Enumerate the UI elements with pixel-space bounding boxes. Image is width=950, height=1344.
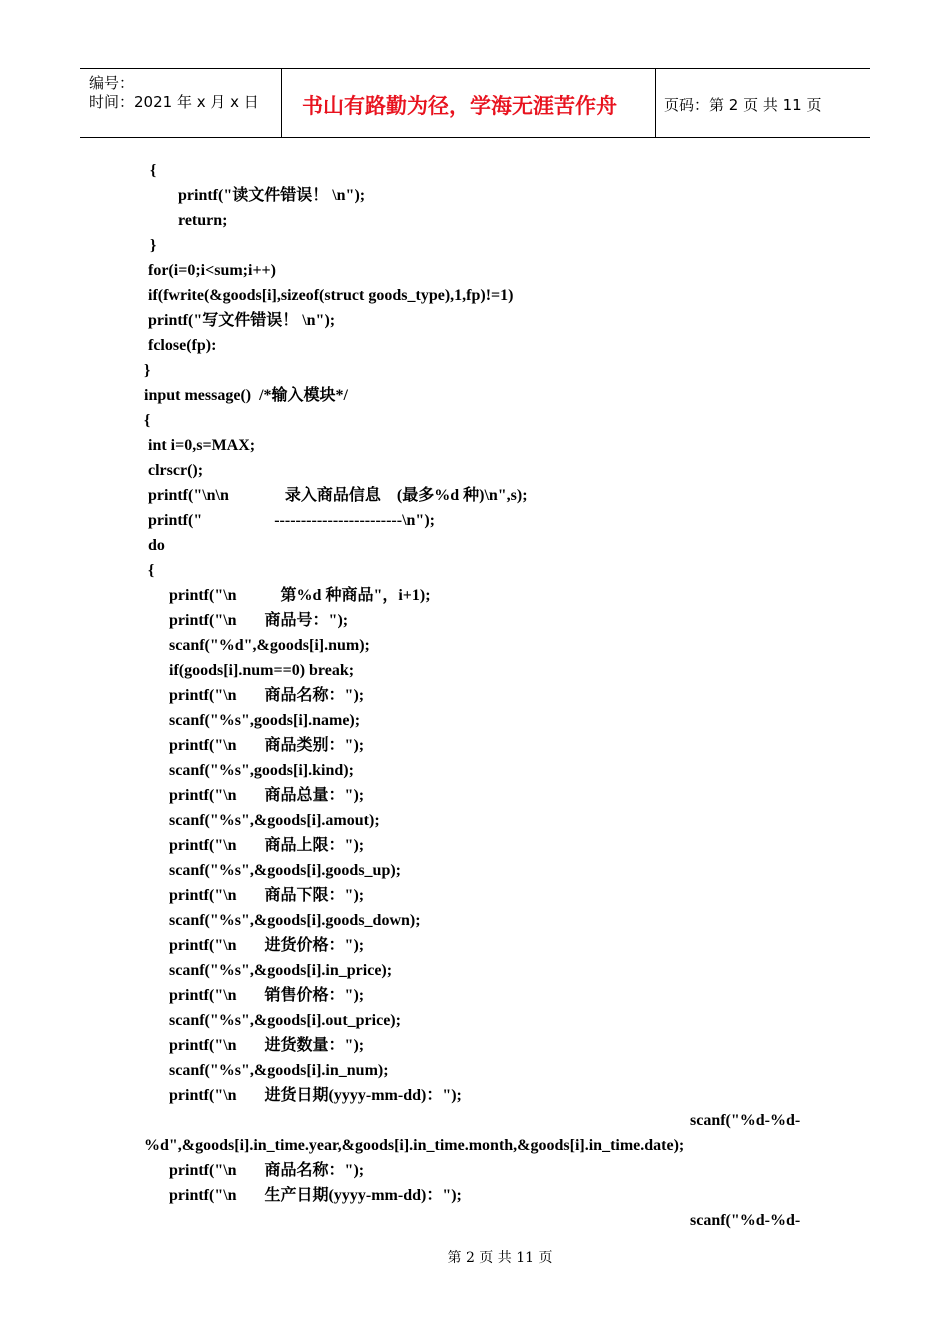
code-line: scanf("%d-%d- [690, 1212, 801, 1229]
code-line: int i=0,s=MAX; [148, 437, 256, 454]
header-right-cell [655, 69, 870, 137]
code-line: { [150, 162, 157, 179]
header-motto: 书山有路勤为径，学海无涯苦作舟 [302, 94, 617, 118]
code-line: printf("\n 销售价格："); [169, 987, 365, 1004]
code-line: printf("\n 商品类别："); [169, 737, 365, 754]
code-line: scanf("%s",&goods[i].in_num); [169, 1062, 389, 1079]
code-line: for(i=0;i<sum;i++) [148, 262, 276, 279]
code-line: scanf("%d",&goods[i].num); [169, 637, 370, 654]
code-line: printf("\n 商品上限："); [169, 837, 365, 854]
code-line: printf("写文件错误！ \n"); [148, 312, 336, 329]
code-line: printf("\n 进货日期(yyyy-mm-dd)："); [169, 1087, 462, 1104]
code-line: printf("\n 生产日期(yyyy-mm-dd)："); [169, 1187, 462, 1204]
code-line: printf("\n\n 录入商品信息 (最多%d 种)\n",s); [148, 487, 528, 504]
code-line: scanf("%d-%d- [690, 1112, 801, 1129]
code-line: scanf("%s",&goods[i].amout); [169, 812, 380, 829]
code-line: scanf("%s",&goods[i].in_price); [169, 962, 393, 979]
code-line: printf("\n 商品名称："); [169, 687, 365, 704]
code-line: printf("\n 进货数量："); [169, 1037, 365, 1054]
code-line: if(fwrite(&goods[i],sizeof(struct goods_type),1,fp)!=1) [148, 287, 514, 304]
code-line: return; [162, 212, 228, 229]
code-line: scanf("%s",goods[i].name); [169, 712, 361, 729]
page-footer: 第 2 页 共 11 页 [447, 1250, 553, 1266]
code-line: printf("\n 进货价格："); [169, 937, 365, 954]
code-line: printf(" ------------------------\n"); [148, 512, 435, 529]
code-line: printf("\n 商品名称："); [169, 1162, 365, 1179]
code-line: do [148, 537, 165, 554]
code-line: fclose(fp): [148, 337, 217, 354]
code-line: scanf("%s",&goods[i].goods_down); [169, 912, 421, 929]
header-motto-cell [281, 69, 656, 137]
code-line: clrscr(); [148, 462, 204, 479]
code-line: } [150, 237, 157, 254]
code-line: { [148, 562, 155, 579]
code-line: printf("\n 第%d 种商品"，i+1); [169, 587, 431, 604]
serial-label: 编号： [89, 74, 135, 92]
code-line: scanf("%s",&goods[i].goods_up); [169, 862, 402, 879]
code-line: printf("\n 商品总量："); [169, 787, 365, 804]
code-line: scanf("%s",goods[i].kind); [169, 762, 354, 779]
code-line: scanf("%s",&goods[i].out_price); [169, 1012, 401, 1029]
header-page-info: 页码：第 2 页 共 11 页 [664, 96, 822, 114]
header-left-cell [80, 69, 280, 137]
code-line: } [144, 362, 151, 379]
code-line: printf("\n 商品号："); [169, 612, 349, 629]
code-line: %d",&goods[i].in_time.year,&goods[i].in_time.month,&goods[i].in_time.date); [144, 1137, 685, 1154]
code-line: printf("读文件错误！ \n"); [162, 187, 366, 204]
page-header [80, 68, 870, 138]
code-line: if(goods[i].num==0) break; [169, 662, 355, 679]
code-line: printf("\n 商品下限："); [169, 887, 365, 904]
time-label: 时间：2021 年 x 月 x 日 [89, 93, 259, 111]
code-line: { [144, 412, 151, 429]
code-line: input message() /*输入模块*/ [144, 387, 349, 404]
